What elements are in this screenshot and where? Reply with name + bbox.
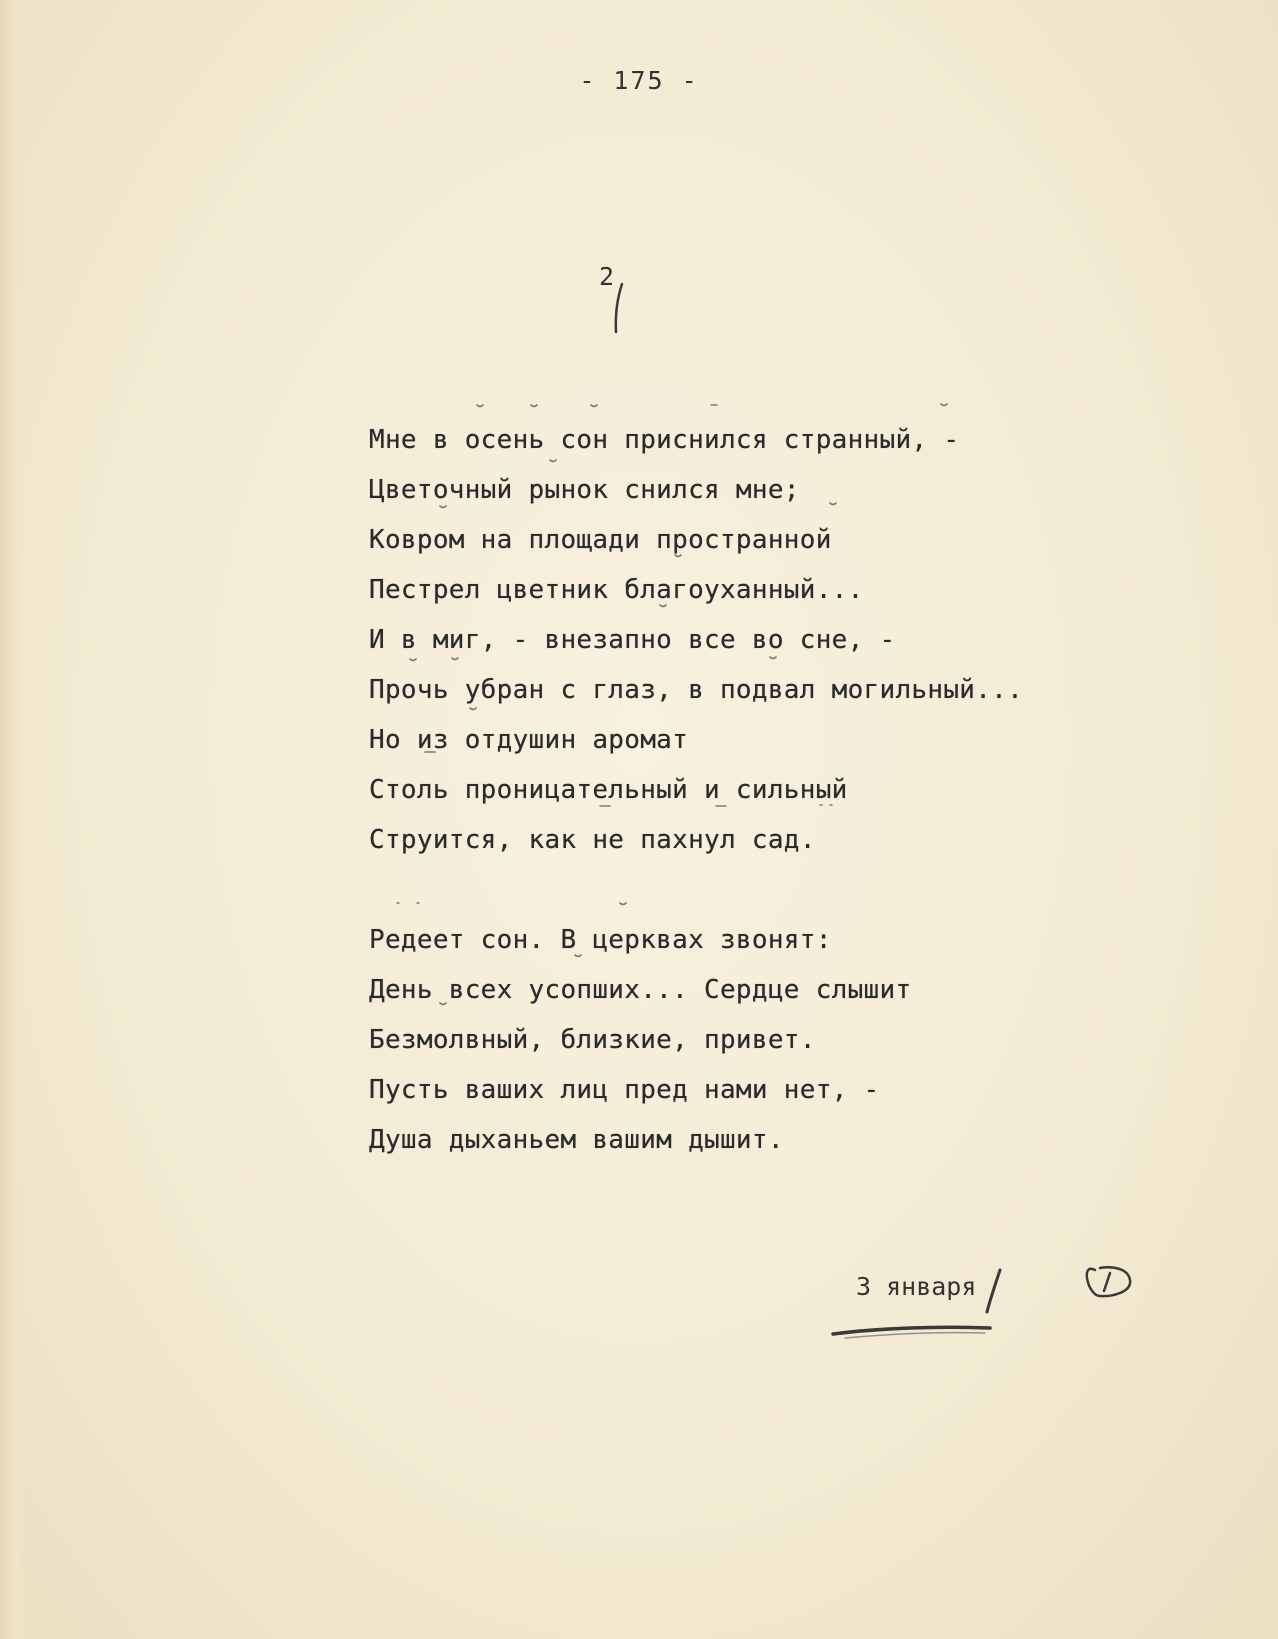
paper-edge xyxy=(0,0,26,1639)
pencil-slash xyxy=(987,1270,1000,1312)
poem-line: Прочь убран с глаз, в подвал могильный... xyxy=(369,675,1024,705)
stanza-1 xyxy=(369,415,1023,865)
stanza-2 xyxy=(369,915,911,1165)
poem-line: И в миг, - внезапно все во сне, - xyxy=(369,625,896,655)
poem-line: Пестрел цветник благоуханный... xyxy=(369,575,864,605)
pencil-underline xyxy=(833,1327,990,1334)
poem-line: День всех усопших... Сердце слышит xyxy=(369,975,912,1005)
section-number: 2 xyxy=(599,262,615,291)
page-number: - 175 - xyxy=(579,66,699,95)
poem-line: Ковром на площади пространной xyxy=(369,525,832,555)
poem-line: Мне в осень сон приснился странный, - xyxy=(369,425,960,455)
circled-mark xyxy=(1087,1267,1130,1296)
poem-line: Безмолвный, близкие, привет. xyxy=(369,1025,816,1055)
date: 3 января xyxy=(856,1272,977,1301)
poem-line: Пусть ваших лиц пред нами нет, - xyxy=(369,1075,880,1105)
poem-line: Но из отдушин аромат xyxy=(369,725,689,755)
poem-line: Редеет сон. В церквах звонят: xyxy=(369,925,832,955)
poem-line: Струится, как не пахнул сад. xyxy=(369,825,816,855)
poem-line: Цветочный рынок снился мне; xyxy=(369,475,800,505)
poem-line: Душа дыханьем вашим дышит. xyxy=(369,1125,784,1155)
poem-line: Столь проницательный и сильный xyxy=(369,775,848,805)
pencil-mark-section xyxy=(612,282,626,334)
